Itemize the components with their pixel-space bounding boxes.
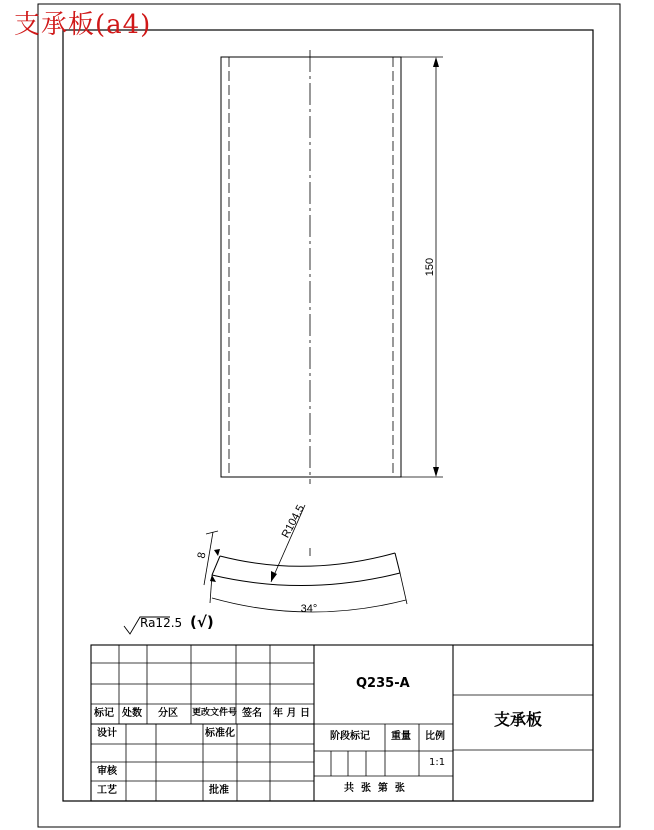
tb-sheets: 共 张 第 张: [344, 783, 405, 794]
tb-weight: 重量: [391, 731, 411, 742]
tb-date: 年 月 日: [273, 708, 310, 719]
roughness-note: [140, 613, 214, 631]
tb-mark: 标记: [94, 708, 114, 719]
tb-design: 设计: [97, 728, 117, 739]
roughness-value: Ra12.5: [140, 616, 183, 630]
angle-dimension-label: 34°: [300, 603, 318, 615]
height-dimension-label: 150: [424, 257, 436, 277]
part-name: 支承板: [494, 710, 543, 729]
radius-dimension-label: R104.5: [279, 503, 307, 541]
tb-sign: 签名: [242, 708, 262, 719]
material-label: Q235-A: [356, 676, 410, 691]
side-view: [204, 505, 407, 612]
thickness-dimension-label: 8: [195, 551, 209, 560]
front-view: [221, 50, 443, 484]
tb-zone: 分区: [158, 708, 178, 719]
tb-approve: 批准: [209, 785, 229, 796]
tb-standardize: 标准化: [205, 728, 235, 739]
tb-check: 审核: [97, 766, 117, 777]
tb-scale: 比例: [425, 731, 445, 742]
tb-scale-value: 1:1: [429, 757, 446, 768]
tb-change-doc: 更改文件号: [192, 708, 238, 718]
tb-process: 工艺: [97, 785, 117, 796]
roughness-suffix: (√): [189, 613, 214, 631]
tb-stage-mark: 阶段标记: [330, 731, 370, 742]
drawing-border: [63, 30, 593, 801]
outer-frame: [38, 4, 620, 827]
tb-count: 处数: [122, 708, 142, 719]
drawing-title: 支承板(a4): [14, 10, 152, 40]
